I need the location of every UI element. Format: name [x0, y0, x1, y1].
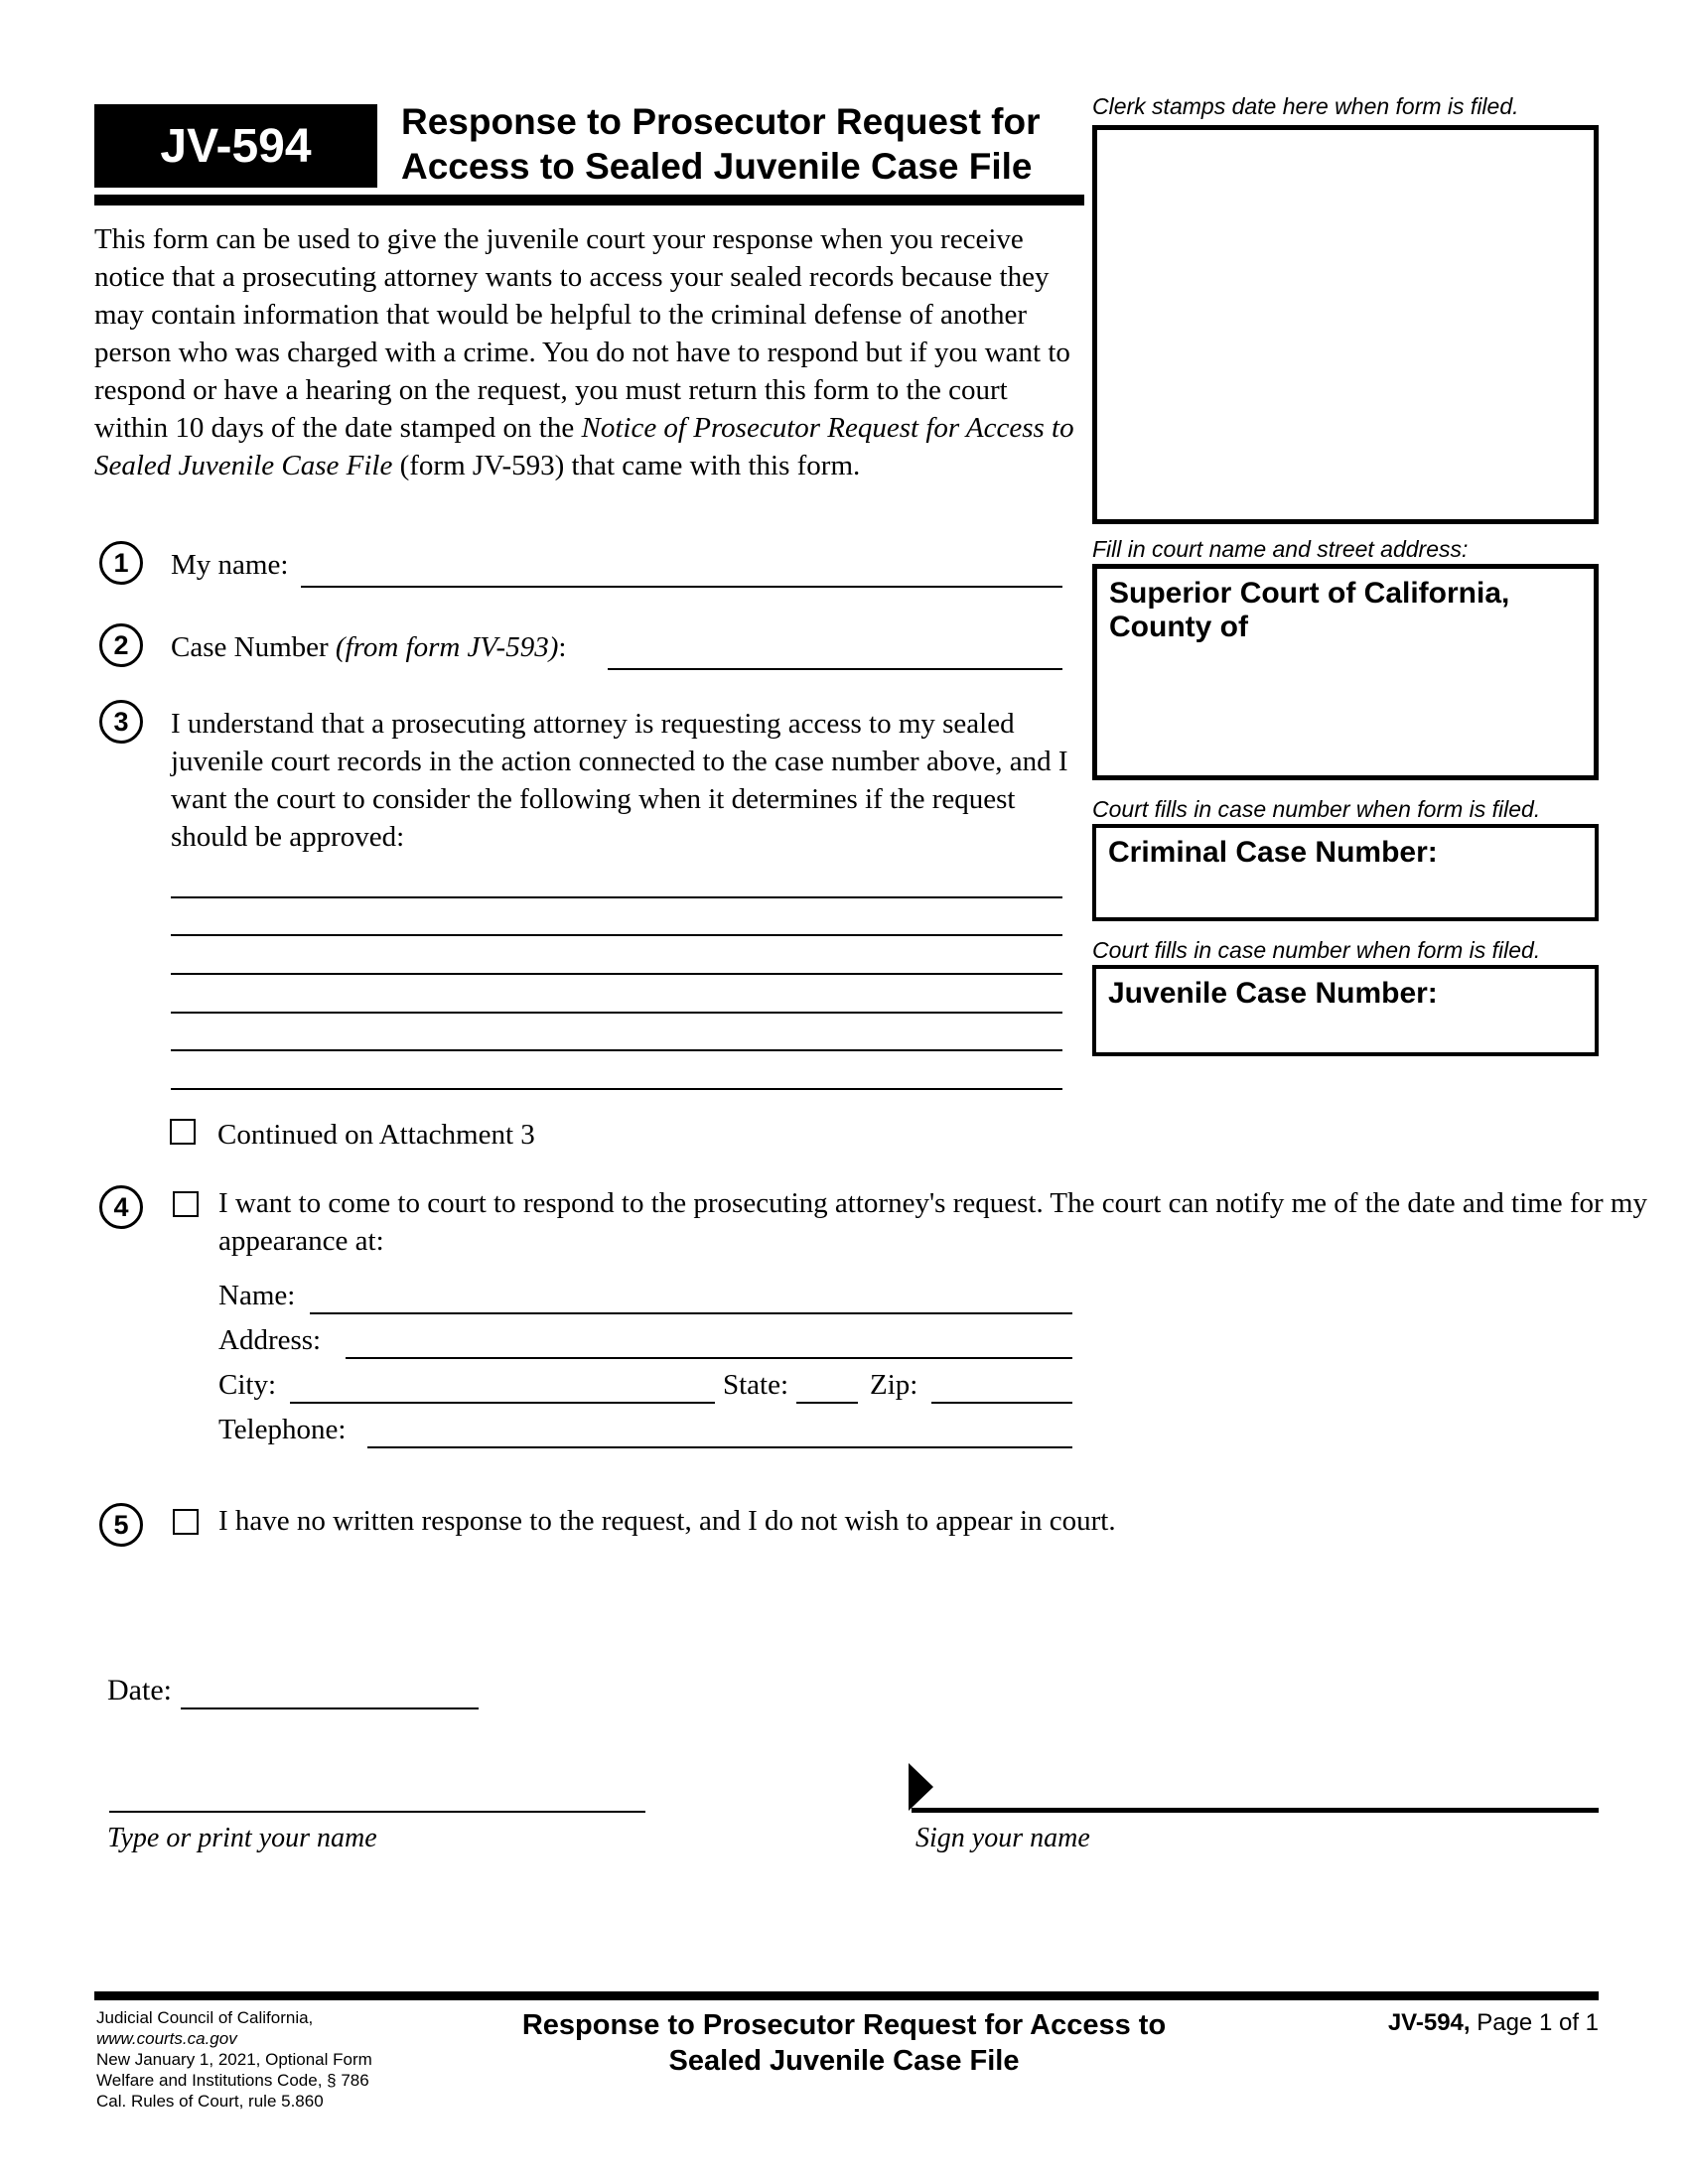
criminal-case-caption: Court fills in case number when form is filed.: [1092, 796, 1541, 822]
footer-form-title-line1: Response to Prosecutor Request for Access to: [521, 2009, 1167, 2041]
response-line-6[interactable]: [171, 1088, 1062, 1090]
footer-legal-line1: Judicial Council of California, www.courts.ca.gov: [96, 2008, 314, 2048]
clerk-stamp-box: [1092, 125, 1599, 524]
footer-form-title: [427, 2007, 1261, 2079]
form-title-line1: Response to Prosecutor Request for: [401, 101, 1041, 142]
case-number-input-line[interactable]: [608, 668, 1062, 670]
continued-attachment-label: Continued on Attachment 3: [217, 1119, 535, 1151]
my-name-label: My name:: [171, 549, 289, 581]
sign-name-caption: Sign your name: [915, 1823, 1090, 1853]
sign-here-arrow-icon: [909, 1763, 933, 1811]
item-2-digit: 2: [113, 629, 129, 660]
footer-legal-line4: Cal. Rules of Court, rule 5.860: [96, 2092, 324, 2111]
appearance-telephone-label: Telephone:: [218, 1414, 347, 1445]
appearance-name-input-line[interactable]: [310, 1312, 1072, 1314]
print-name-caption: Type or print your name: [107, 1823, 377, 1853]
intro-paragraph: This form can be used to give the juvenile court your response when you receive notice that a prosecuting attorney wants to access your sealed records because they may contain information that would be helpful to the criminal defense of another person who was charged with a crime. You do not have to respond but if you want to respond or have a hearing on the request, you must return this form to the court within 10 days of the date stamped on the Notice of Prosecutor Request for Access to Sealed Juvenile Case File (form JV-593) that came with this form.: [94, 223, 1074, 481]
court-address-caption: Fill in court name and street address:: [1092, 536, 1469, 562]
court-name-box[interactable]: [1092, 564, 1599, 780]
response-line-4[interactable]: [171, 1012, 1062, 1014]
appearance-state-input-line[interactable]: [796, 1402, 858, 1404]
appearance-name-label: Name:: [218, 1280, 296, 1311]
date-label: Date:: [107, 1674, 172, 1706]
header-divider: [94, 195, 1084, 205]
footer-legal-line2: New January 1, 2021, Optional Form: [96, 2050, 372, 2069]
date-input-line[interactable]: [181, 1707, 479, 1709]
criminal-case-number-box[interactable]: [1092, 824, 1599, 921]
criminal-case-number-label: Criminal Case Number:: [1108, 836, 1438, 869]
item-1-digit: 1: [113, 547, 129, 578]
appearance-city-input-line[interactable]: [290, 1402, 715, 1404]
item-5-digit: 5: [113, 1509, 129, 1540]
no-response-checkbox[interactable]: [173, 1509, 199, 1535]
response-line-3[interactable]: [171, 973, 1062, 975]
footer-legal-block: [96, 2007, 434, 2112]
item-4-number: [99, 1185, 143, 1229]
item-5-number: [99, 1503, 143, 1547]
item-1-number: [99, 541, 143, 585]
item-3-number: [99, 700, 143, 744]
appearance-zip-label: Zip:: [870, 1369, 918, 1401]
item-3-digit: 3: [113, 706, 129, 737]
appearance-telephone-input-line[interactable]: [367, 1446, 1072, 1448]
response-line-5[interactable]: [171, 1049, 1062, 1051]
my-name-input-line[interactable]: [301, 586, 1062, 588]
appearance-address-label: Address:: [218, 1324, 322, 1356]
appearance-zip-input-line[interactable]: [931, 1402, 1072, 1404]
appearance-address-input-line[interactable]: [346, 1357, 1072, 1359]
item-3-text: I understand that a prosecuting attorney is requesting access to my sealed juvenile court records in the action connected to the case number above, and I want the court to consider the following when it determines if the request should be approved:: [171, 708, 1068, 853]
response-line-1[interactable]: [171, 896, 1062, 898]
footer-form-number: JV-594,: [1387, 2009, 1471, 2036]
continued-attachment-checkbox[interactable]: [170, 1119, 196, 1145]
form-number-badge: [94, 104, 377, 188]
form-title-line2: Access to Sealed Juvenile Case File: [401, 146, 1033, 187]
case-number-label: Case Number (from form JV-593):: [171, 631, 567, 663]
juvenile-case-caption: Court fills in case number when form is filed.: [1092, 937, 1541, 963]
form-number: JV-594: [160, 119, 312, 173]
footer-page-info: [1256, 2009, 1599, 2037]
footer-divider: [94, 1991, 1599, 2000]
clerk-stamp-caption: Clerk stamps date here when form is filed.: [1092, 93, 1519, 119]
item-4-digit: 4: [113, 1191, 129, 1222]
juvenile-case-number-box[interactable]: [1092, 965, 1599, 1056]
response-line-2[interactable]: [171, 934, 1062, 936]
footer-legal-line3: Welfare and Institutions Code, § 786: [96, 2071, 369, 2090]
signature-line[interactable]: [912, 1808, 1599, 1813]
form-title: [401, 99, 1106, 189]
appearance-state-label: State:: [723, 1369, 789, 1401]
appearance-city-label: City:: [218, 1369, 277, 1401]
court-name-label: Superior Court of California, County of: [1109, 577, 1510, 643]
come-to-court-checkbox[interactable]: [173, 1191, 199, 1217]
juvenile-case-number-label: Juvenile Case Number:: [1108, 977, 1438, 1010]
item-5-text: I have no written response to the request, and I do not wish to appear in court.: [218, 1505, 1116, 1537]
item-2-number: [99, 623, 143, 667]
print-name-line[interactable]: [109, 1811, 645, 1813]
item-4-text: I want to come to court to respond to the prosecuting attorney's request. The court can notify me of the date and time for my appearance at:: [218, 1187, 1647, 1257]
footer-form-title-line2: Sealed Juvenile Case File: [668, 2045, 1020, 2077]
footer-page-number: Page 1 of 1: [1470, 2009, 1599, 2036]
